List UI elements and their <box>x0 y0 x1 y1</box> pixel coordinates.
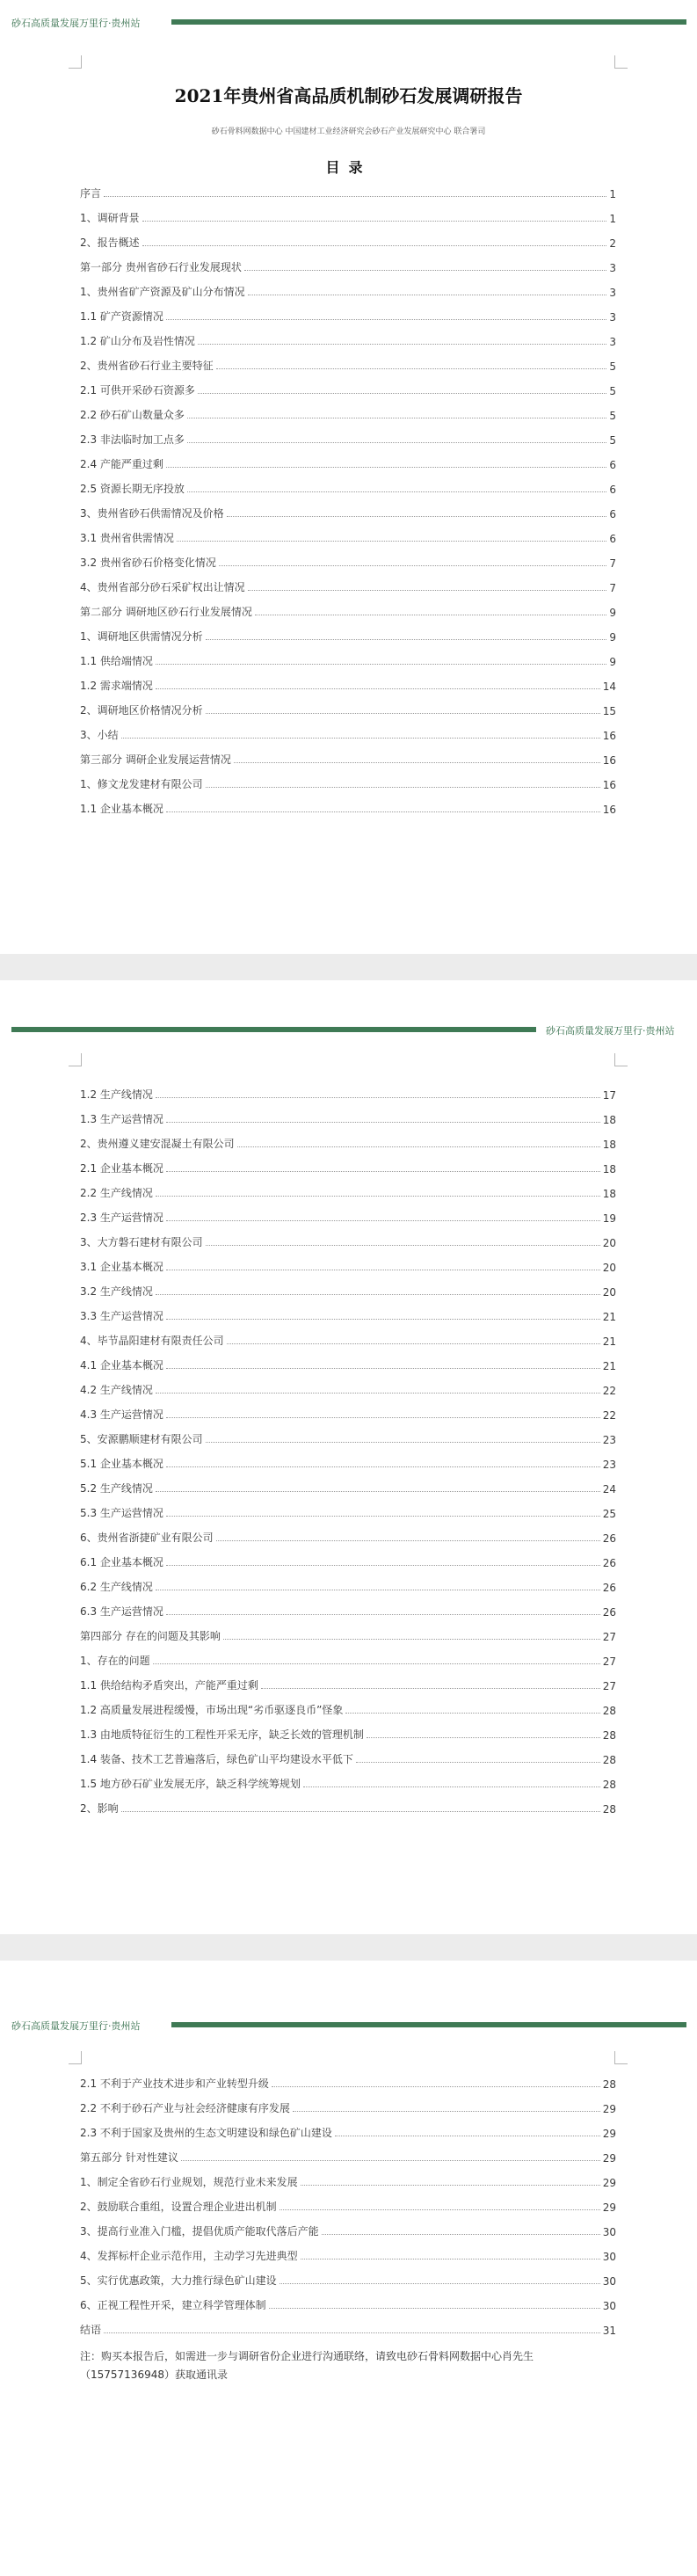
toc-entry[interactable]: 5.1 企业基本概况 23 <box>80 1458 616 1471</box>
toc-list <box>80 1077 616 1816</box>
toc-entry[interactable]: 2、贵州省砂石行业主要特征 5 <box>80 360 616 373</box>
toc-entry[interactable]: 4.3 生产运营情况 22 <box>80 1408 616 1422</box>
toc-entry[interactable]: 4.1 企业基本概况 21 <box>80 1359 616 1372</box>
document-subtitle: 砂石骨料网数据中心 中国建材工业经济研究会砂石产业发展研究中心 联合署司 <box>211 127 486 136</box>
toc-entry[interactable]: 第三部分 调研企业发展运营情况 16 <box>80 753 616 767</box>
toc-entry[interactable]: 1.1 矿产资源情况 3 <box>80 310 616 324</box>
toc-entry[interactable]: 2.5 资源长期无序投放 6 <box>80 483 616 496</box>
toc-entry[interactable]: 1.2 高质量发展进程缓慢，市场出现“劣币驱逐良币”怪象 28 <box>80 1704 616 1717</box>
page-2 <box>0 980 697 1934</box>
corner-mark <box>614 2051 628 2064</box>
toc-entry[interactable]: 2.3 生产运营情况 19 <box>80 1212 616 1225</box>
toc-entry[interactable]: 1.2 生产线情况 17 <box>80 1088 616 1102</box>
toc-list <box>80 2066 616 2337</box>
page-3 <box>0 1961 697 2576</box>
toc-entry[interactable]: 1.5 地方砂石矿业发展无序，缺乏科学统筹规划 28 <box>80 1778 616 1791</box>
header-brand: 砂石高质量发展万里行·贵州站 <box>546 1025 675 1037</box>
toc-entry[interactable]: 2.1 企业基本概况 18 <box>80 1162 616 1175</box>
toc-heading: 目录 <box>325 159 372 176</box>
toc-entry[interactable]: 3、大方磐石建材有限公司 20 <box>80 1236 616 1249</box>
toc-entry[interactable]: 6、贵州省浙捷矿业有限公司 26 <box>80 1532 616 1545</box>
toc-entry[interactable]: 3.1 贵州省供需情况 6 <box>80 532 616 545</box>
toc-entry[interactable]: 5、实行优惠政策，大力推行绿色矿山建设 30 <box>80 2274 616 2288</box>
toc-entry[interactable]: 2、调研地区价格情况分析 15 <box>80 704 616 717</box>
toc-entry[interactable]: 5.2 生产线情况 24 <box>80 1482 616 1495</box>
toc-entry[interactable]: 1.1 供给端情况 9 <box>80 655 616 668</box>
toc-entry[interactable]: 1.3 由地质特征衍生的工程性开采无序，缺乏长效的管理机制 28 <box>80 1728 616 1742</box>
toc-entry[interactable]: 5、安源鹏顺建材有限公司 23 <box>80 1433 616 1446</box>
toc-entry[interactable]: 2、影响 28 <box>80 1802 616 1816</box>
toc-entry[interactable]: 3、小结 16 <box>80 729 616 742</box>
toc-entry[interactable]: 第一部分 贵州省砂石行业发展现状 3 <box>80 261 616 274</box>
toc-entry[interactable]: 3.1 企业基本概况 20 <box>80 1261 616 1274</box>
toc-entry[interactable]: 1.1 企业基本概况 16 <box>80 803 616 816</box>
corner-mark <box>614 1053 628 1066</box>
purchase-note: 注：购买本报告后，如需进一步与调研省份企业进行沟通联络，请致电砂石骨料网数据中心肖先生（15757136948）获取通讯录 <box>80 2350 534 2381</box>
toc-entry[interactable]: 3.2 贵州省砂石价格变化情况 7 <box>80 557 616 570</box>
page-1 <box>0 0 697 954</box>
toc-entry[interactable]: 1、调研地区供需情况分析 9 <box>80 630 616 644</box>
toc-entry[interactable]: 4.2 生产线情况 22 <box>80 1384 616 1397</box>
corner-mark <box>69 2051 82 2064</box>
toc-entry[interactable]: 2.4 产能严重过剩 6 <box>80 458 616 471</box>
toc-entry[interactable]: 1、贵州省矿产资源及矿山分布情况 3 <box>80 286 616 299</box>
document-title: 2021年贵州省高品质机制砂石发展调研报告 <box>174 85 523 106</box>
header-band <box>11 1027 536 1032</box>
header-brand: 砂石高质量发展万里行·贵州站 <box>11 18 141 29</box>
toc-entry[interactable]: 结语 31 <box>80 2324 616 2337</box>
toc-entry[interactable]: 6.1 企业基本概况 26 <box>80 1556 616 1569</box>
toc-entry[interactable]: 1、制定全省砂石行业规划，规范行业未来发展 29 <box>80 2176 616 2189</box>
toc-entry[interactable]: 2.3 非法临时加工点多 5 <box>80 433 616 447</box>
corner-mark <box>614 55 628 69</box>
toc-entry[interactable]: 4、贵州省部分砂石采矿权出让情况 7 <box>80 581 616 594</box>
toc-entry[interactable]: 1.4 装备、技术工艺普遍落后，绿色矿山平均建设水平低下 28 <box>80 1753 616 1766</box>
toc-entry[interactable]: 2.1 不利于产业技术进步和产业转型升级 28 <box>80 2078 616 2091</box>
corner-mark <box>69 55 82 69</box>
header-band <box>171 19 686 25</box>
toc-entry[interactable]: 2.2 不利于砂石产业与社会经济健康有序发展 29 <box>80 2102 616 2115</box>
toc-entry[interactable]: 1.1 供给结构矛盾突出，产能严重过剩 27 <box>80 1679 616 1692</box>
toc-entry[interactable]: 2.1 可供开采砂石资源多 5 <box>80 384 616 397</box>
toc-entry[interactable]: 1.2 需求端情况 14 <box>80 680 616 693</box>
toc-entry[interactable]: 1、修文龙发建材有限公司 16 <box>80 778 616 791</box>
toc-entry[interactable]: 1.2 矿山分布及岩性情况 3 <box>80 335 616 348</box>
toc-list <box>80 176 616 816</box>
toc-entry[interactable]: 2、贵州遵义建安混凝土有限公司 18 <box>80 1138 616 1151</box>
toc-entry[interactable]: 第二部分 调研地区砂石行业发展情况 9 <box>80 606 616 619</box>
toc-entry[interactable]: 第五部分 针对性建议 29 <box>80 2151 616 2165</box>
toc-entry[interactable]: 1.3 生产运营情况 18 <box>80 1113 616 1126</box>
toc-entry[interactable]: 2.3 不利于国家及贵州的生态文明建设和绿色矿山建设 29 <box>80 2127 616 2140</box>
toc-entry[interactable]: 1、调研背景 1 <box>80 212 616 225</box>
toc-entry[interactable]: 3、提高行业准入门槛，提倡优质产能取代落后产能 30 <box>80 2225 616 2238</box>
header-band <box>171 2022 686 2027</box>
toc-entry[interactable]: 6.3 生产运营情况 26 <box>80 1605 616 1619</box>
toc-entry[interactable]: 1、存在的问题 27 <box>80 1655 616 1668</box>
toc-entry[interactable]: 3.2 生产线情况 20 <box>80 1285 616 1299</box>
header-brand: 砂石高质量发展万里行·贵州站 <box>11 2020 141 2032</box>
corner-mark <box>69 1053 82 1066</box>
toc-entry[interactable]: 4、发挥标杆企业示范作用，主动学习先进典型 30 <box>80 2250 616 2263</box>
toc-entry[interactable]: 序言 1 <box>80 187 616 200</box>
toc-entry[interactable]: 2、鼓励联合重组，设置合理企业进出机制 29 <box>80 2201 616 2214</box>
toc-entry[interactable]: 6.2 生产线情况 26 <box>80 1581 616 1594</box>
toc-entry[interactable]: 6、正视工程性开采，建立科学管理体制 30 <box>80 2299 616 2312</box>
toc-entry[interactable]: 3、贵州省砂石供需情况及价格 6 <box>80 507 616 520</box>
toc-entry[interactable]: 2.2 生产线情况 18 <box>80 1187 616 1200</box>
toc-entry[interactable]: 5.3 生产运营情况 25 <box>80 1507 616 1520</box>
toc-entry[interactable]: 4、毕节晶阳建材有限责任公司 21 <box>80 1335 616 1348</box>
toc-entry[interactable]: 2、报告概述 2 <box>80 236 616 250</box>
toc-entry[interactable]: 第四部分 存在的问题及其影响 27 <box>80 1630 616 1643</box>
toc-entry[interactable]: 3.3 生产运营情况 21 <box>80 1310 616 1323</box>
toc-entry[interactable]: 2.2 砂石矿山数量众多 5 <box>80 409 616 422</box>
